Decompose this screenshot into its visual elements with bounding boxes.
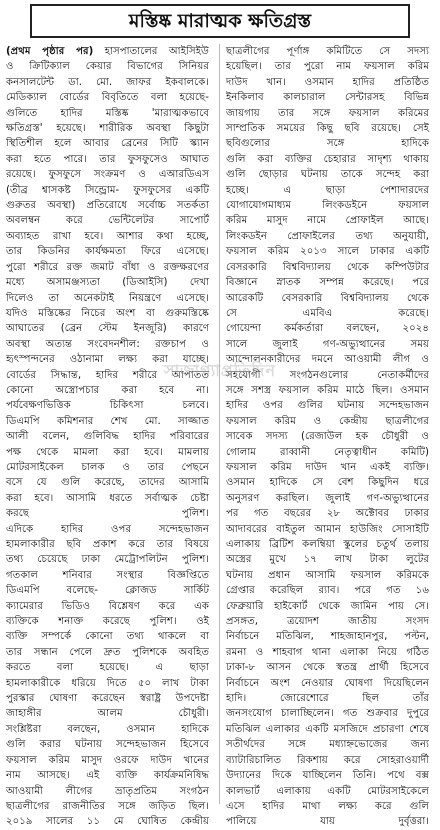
line-text: যদিও মস্তিষ্কের নিচের অংশ বা গুরুমস্তিষ্কে — [6, 307, 209, 319]
text-line — [6, 337, 209, 352]
text-line — [6, 814, 209, 829]
line-text: হামলাকারীর ছবি প্রকাশ করে তার বিষয়ে — [6, 539, 209, 550]
text-line — [226, 352, 429, 367]
text-line — [226, 414, 429, 429]
text-line — [6, 229, 209, 244]
text-line — [226, 337, 429, 352]
text-line — [6, 691, 209, 706]
line-text: পালিয়ে যায় দুর্বৃত্তরা। — [226, 816, 429, 828]
line-text: সে এমবিএ করেছে। — [226, 307, 429, 319]
line-text: জায়গায় তার সঙ্গে ফয়সাল করিমের — [226, 107, 429, 119]
line-text: রমনা ও শাহবাগ থানা এলাকা নিয়ে গঠিত — [226, 646, 429, 658]
text-line — [226, 383, 429, 398]
line-text: করা হবে। আসামি ধরতে সর্বাত্মক চেষ্টা — [6, 492, 209, 504]
text-line — [6, 753, 209, 768]
text-line — [6, 121, 209, 136]
text-line — [226, 291, 429, 306]
line-text: গ্রেপ্তার করেছিল র‍্যাব। পরে গত ১৬ — [226, 585, 429, 597]
line-text: ছাত্রলীগের পূর্ণাঙ্গ কমিটিতে সে সদস্য — [226, 46, 429, 57]
text-line — [6, 213, 209, 228]
text-line — [226, 183, 429, 198]
line-text: বসে যে গুলি করেছে, তাদের আসামি — [6, 477, 209, 489]
line-text: পর গত বছরের ২৮ অক্টোবর ঢাকার — [226, 508, 429, 520]
text-line — [226, 737, 429, 752]
text-line — [226, 691, 429, 706]
text-line — [226, 198, 429, 213]
text-line — [6, 352, 209, 367]
line-text: তার সন্ধান পেলে দ্রুত পুলিশকে অবহিত — [6, 646, 209, 658]
line-text: ফয়সাল করিম মাসুদ ওরফে দাউদ খানের — [6, 754, 209, 766]
line-text: গোয়েন্দা কর্মকর্তারা বলছেন, ২০২৪ — [226, 323, 429, 335]
line-text: অবলম্বন করে ভেন্টিলেটর সাপোর্ট — [6, 215, 209, 227]
text-line — [6, 59, 209, 74]
line-text: জাহাঙ্গীর আলম চৌধুরী। — [6, 708, 209, 720]
line-text: কোনো অস্ত্রোপচার করা হবে না। — [6, 384, 209, 396]
line-text: গুলিতে হাদির মস্তিষ্ক 'মারাত্মকভাবে — [6, 107, 209, 119]
line-text: ছবিগুলোর সঙ্গে হাদিকে — [226, 138, 429, 150]
line-text: করিম মাসুদ নামে প্রোফাইল আছে। — [226, 215, 429, 227]
line-text: মোটরসাইকেল চালক ও তার পেছনে — [6, 461, 209, 473]
line-text: পক্ষ থেকে মামলা করা হবে। মামলায় — [6, 446, 209, 458]
line-text: ক্যামেরার ভিডিও বিশ্লেষণ করে এক — [6, 600, 209, 612]
line-text: ফয়সাল করিম ও কেন্দ্রীয় ছাত্রলীগের — [226, 415, 429, 427]
text-line — [226, 552, 429, 567]
line-text: পুরস্কার ঘোষণা করেছেন স্বরাষ্ট্র উপদেষ্টা — [6, 693, 209, 705]
text-line — [6, 106, 209, 121]
line-text: রয়েছে। ফুসফুসে সংক্রমণ ও এআরডিএস — [6, 169, 209, 181]
line-text: বোর্ডের সিদ্ধান্ত, হাদির শরীরে আপাতত — [6, 369, 209, 381]
line-text: জনসংযোগ চালাচ্ছিলেন। গত শুক্রবার দুপুরে — [226, 708, 429, 720]
text-line — [226, 368, 429, 383]
line-text: হাসপাতালের আইসিইউ — [93, 46, 209, 57]
text-line — [226, 167, 429, 182]
line-text: করতে বলা হয়েছে। এ ছাড়া — [6, 662, 209, 674]
line-text: ঘটনায় প্রধান আসামি ফয়সাল করিমকে — [226, 569, 429, 581]
line-text: ছাত্রলীগের রাজনীতির সঙ্গে জড়িত ছিল। — [6, 800, 209, 812]
line-text: হৃৎস্পন্দনের ওঠানামা লক্ষ্য করা যাচ্ছে। — [6, 354, 209, 366]
text-line — [6, 75, 209, 90]
text-line — [6, 537, 209, 552]
line-text: গুলি ছোড়ার ঘটনায় তাকে সন্দেহ করা — [226, 169, 429, 181]
column-divider — [219, 44, 220, 804]
text-line — [6, 568, 209, 583]
line-text: ২০১৯ সালের ১১ মে ঘোষিত কেন্দ্রীয় — [6, 816, 209, 828]
text-line — [226, 583, 429, 598]
text-line — [226, 445, 429, 460]
line-text: নির্বাচনে মতিঝিল, শাহজাহানপুর, পল্টন, — [226, 631, 429, 643]
text-line — [226, 799, 429, 814]
text-line — [6, 629, 209, 644]
line-text: সহযোগী সংগঠনগুলোর নেতাকর্মীদের — [226, 369, 429, 381]
line-text: অব্যাহত রাখা হবে। আশার কথা হচ্ছে, — [6, 230, 209, 242]
text-line — [6, 784, 209, 799]
text-line — [226, 429, 429, 444]
line-text: করছে পুলিশ। — [6, 508, 209, 520]
line-text: ইনকিলাব কালচারাল সেন্টারসহ বিভিন্ন — [226, 92, 429, 104]
text-line — [6, 552, 209, 567]
text-line — [6, 44, 209, 59]
text-line — [226, 460, 429, 475]
line-text: কালভার্ট এলাকায় একটি মোটরসাইকেলে — [226, 785, 429, 797]
line-text: গতকাল শনিবার সংস্থার বিজ্ঞপ্তিতে — [6, 569, 209, 581]
text-line — [226, 814, 429, 829]
line-text: আরেকটি বেসরকারি বিশ্ববিদ্যালয় থেকে — [226, 292, 429, 304]
line-text: উদ্যানের দিকে যাচ্ছিলেন তিনি। পথে বক্স — [226, 770, 429, 782]
text-line — [226, 321, 429, 336]
article-column-left — [6, 44, 209, 828]
line-text: হামলাকারীকে ধরিয়ে দিতে ৫০ লাখ টাকা — [6, 677, 209, 689]
line-text: গোলাম রাব্বানী নেতৃত্বাধীন কমিটি) — [226, 446, 429, 458]
line-text: নির্বাচনে অংশ নেওয়ার ঘোষণা দিয়েছিলেন — [226, 677, 429, 689]
text-line — [6, 445, 209, 460]
text-line — [6, 475, 209, 490]
line-text: আদাবরের বাইতুল আমান হাউজিং সোসাইটি — [226, 523, 429, 535]
line-text: এসে হাদির মাথা লক্ষ্য করে গুলি — [226, 800, 429, 812]
text-line — [226, 568, 429, 583]
text-line — [226, 753, 429, 768]
line-text: হাদির ওপর গুলির ঘটনায় সন্দেহভাজন — [226, 400, 429, 412]
text-line — [226, 599, 429, 614]
line-text: তথ্য চেয়েছে ঢাকা মেট্রোপলিটন পুলিশ। — [6, 554, 209, 566]
text-line — [6, 383, 209, 398]
text-line — [226, 152, 429, 167]
text-line — [226, 722, 429, 737]
line-text: হচ্ছে। এ ছাড়া পেশাদারদের — [226, 184, 429, 196]
text-line — [6, 90, 209, 105]
text-line — [6, 368, 209, 383]
text-line — [226, 244, 429, 259]
text-line — [6, 429, 209, 444]
text-line — [226, 44, 429, 59]
line-text: মেডিক্যাল বোর্ডের বিবৃতিতে বলা হয়েছে- — [6, 92, 209, 104]
line-text: অস্ত্রের মুখে ১৭ লাখ টাকা লুটের — [226, 554, 429, 566]
text-line — [226, 506, 429, 521]
line-text: পুরো শরীরে রক্ত জমাট বাঁধা ও রক্তক্ষরণের — [6, 261, 209, 273]
line-text: ফয়সাল করিম দাউদ খান একই ব্যক্তি। — [226, 461, 429, 473]
text-line — [6, 645, 209, 660]
text-line — [6, 799, 209, 814]
text-line — [226, 59, 429, 74]
line-text: এদিকে হাদির ওপর সন্দেহভাজন — [6, 523, 209, 535]
text-line — [226, 706, 429, 721]
line-text: আওয়ামী লীগের ভ্রাতৃপ্রতিম সংগঠন — [6, 785, 209, 797]
line-text: সঙ্গে সশস্ত্র ফয়সাল করিম মাঠে ছিল। ওসমান — [226, 384, 429, 396]
text-line — [6, 398, 209, 413]
text-line — [6, 583, 209, 598]
text-line — [226, 676, 429, 691]
line-text: সাবেক সদস্য (রেজাউল হক চৌধুরী ও — [226, 431, 429, 443]
text-line — [226, 136, 429, 151]
text-line — [6, 676, 209, 691]
text-line — [6, 768, 209, 783]
line-text: সংশ্লিষ্টরা বলছেন, ওসমান হাদিকে — [6, 723, 209, 735]
line-text: তার কিডনির কার্যক্ষমতা ফিরে এসেছে। — [6, 246, 209, 258]
headline: মস্তিষ্ক মারাত্মক ক্ষতিগ্রস্ত — [128, 10, 312, 32]
line-text: ব্যাটারিচালিত রিকশায় করে সোহরাওয়ার্দী — [226, 754, 429, 766]
line-text: প্রসঙ্গত, ত্রয়োদশ জাতীয় সংসদ — [226, 616, 429, 628]
text-line — [6, 737, 209, 752]
line-text: সাম্প্রতিক সময়ের কিছু ছবি রয়েছে। সেই — [226, 123, 429, 135]
text-line — [226, 660, 429, 675]
text-line — [226, 90, 429, 105]
text-line — [226, 229, 429, 244]
line-text: বেসরকারি বিশ্ববিদ্যালয় থেকে কম্পিউটার — [226, 261, 429, 273]
line-text: গুলি করা ব্যক্তির চেহারার সাদৃশ্য থাকায় — [226, 153, 429, 165]
headline-box — [30, 4, 410, 38]
line-text: ব্যক্তি সম্পর্কে কোনো তথ্য থাকলে বা — [6, 631, 209, 643]
line-text: অনুসরণ করছিল। জুলাই গণ-অভ্যুত্থানের — [226, 492, 429, 504]
text-line — [226, 121, 429, 136]
line-text: মতিঝিল এলাকার একটি মসজিদে প্রচারণা শেষে — [226, 723, 429, 735]
line-text: দিলেও তা অনেকটাই নিয়ন্ত্রণে এসেছে। — [6, 292, 209, 304]
text-line — [6, 306, 209, 321]
text-line — [226, 614, 429, 629]
text-line — [6, 522, 209, 537]
line-text: যোগাযোগমাধ্যম লিংকডইনে ফয়সাল — [226, 200, 429, 212]
text-line — [6, 136, 209, 151]
text-line — [6, 275, 209, 290]
line-text: ক্ষতিগ্রস্ত' হয়েছে। শারীরিক অবস্থা কিছুটা — [6, 123, 209, 135]
text-line — [6, 260, 209, 275]
text-line — [6, 198, 209, 213]
text-line — [6, 706, 209, 721]
line-text: আন্দোলনকারীদের দমনে আওয়ামী লীগ ও — [226, 354, 429, 366]
text-line — [226, 213, 429, 228]
line-text: হাদি। জোরেশোরে ছিল তাঁর — [226, 693, 429, 705]
text-line — [226, 306, 429, 321]
text-line — [226, 784, 429, 799]
text-line — [226, 522, 429, 537]
text-line — [226, 645, 429, 660]
text-line — [6, 599, 209, 614]
text-line — [226, 629, 429, 644]
text-line — [226, 106, 429, 121]
line-text: আলী বলেন, গুলিবিদ্ধ হাদির পরিবারের — [6, 431, 209, 443]
line-text: গুলি করার ঘটনায় সন্দেহভাজন হিসেবে — [6, 739, 209, 751]
line-text: ফেব্রুয়ারি হাইকোর্ট থেকে জামিন পায় সে। — [226, 600, 429, 612]
article-column-right — [226, 44, 429, 828]
line-text: ওসমান হাদিকে সে বেশ কিছুদিন ধরে — [226, 477, 429, 489]
text-line — [6, 614, 209, 629]
text-line — [226, 537, 429, 552]
line-text: গুরুতর অবস্থা) প্রতিরোধে সর্বোচ্চ সতর্কতা — [6, 200, 209, 212]
line-text: (তীব্র শ্বাসকষ্ট সিন্ড্রোম- ফুসফুসের একটি — [6, 184, 209, 196]
line-text: দাউদ খান। ওসমান হাদির প্রতিষ্ঠিত — [226, 76, 429, 88]
text-line — [6, 183, 209, 198]
continuation-note: (প্রথম পৃষ্ঠার পর) — [6, 46, 94, 57]
text-line — [6, 491, 209, 506]
text-line — [6, 167, 209, 182]
line-text: ব্যক্তিকে শনাক্ত করেছে পুলিশ। ওই — [6, 616, 209, 628]
line-text: লিংকডইন প্রোফাইলের তথ্য অনুযায়ী, — [226, 230, 429, 242]
line-text: বিজ্ঞানে স্নাতক সম্পন্ন করেছে। পরে — [226, 277, 429, 289]
text-line — [6, 722, 209, 737]
text-line — [6, 321, 209, 336]
text-line — [6, 414, 209, 429]
text-line — [6, 152, 209, 167]
text-line — [226, 260, 429, 275]
line-text: ও ক্রিটিক্যাল কেয়ার বিভাগের সিনিয়র — [6, 61, 209, 73]
line-text: অবস্থা অত্যন্ত সংবেদনশীল: রক্তচাপ ও — [6, 338, 209, 350]
text-line — [6, 506, 209, 521]
text-line — [226, 768, 429, 783]
line-text: মধ্যে অসামঞ্জস্যতা (ডিআইসি) দেখা — [6, 277, 209, 289]
text-line — [6, 460, 209, 475]
line-text: ফয়সাল করিম ২০১৩ সালে ঢাকার একটি — [226, 246, 429, 258]
text-line — [226, 275, 429, 290]
line-text: হয়েছিল। তার পুরো নাম ফয়সাল করিম — [226, 61, 429, 73]
text-line — [6, 244, 209, 259]
line-text: স্থিতিশীল হলে আবার ব্রেনের সিটি স্ক্যান — [6, 138, 209, 150]
line-text: ঢাকা-৮ আসন থেকে স্বতন্ত্র প্রার্থী হিসেবে — [226, 662, 429, 674]
text-line — [226, 398, 429, 413]
line-text: সালে জুলাই গণ-অভ্যুত্থানের সময় — [226, 338, 429, 350]
line-text: আঘাতের (ব্রেন স্টেম ইনজুরি) কারণে — [6, 323, 209, 335]
line-text: নাম আসছে। এই ব্যক্তি কার্যক্রমনিষিদ্ধ — [6, 770, 209, 782]
text-line — [226, 491, 429, 506]
line-text: এলাকায় ব্রিটিশ কলম্বিয়া স্কুলের চতুর্থ তলায় — [226, 539, 429, 550]
watermark: সাজাগ্যাপ্রতিদিন — [164, 361, 276, 380]
text-line — [226, 75, 429, 90]
text-line — [6, 660, 209, 675]
line-text: সতীর্থদের সঙ্গে মধ্যাহ্নভোজের জন্য — [226, 739, 429, 751]
line-text: ডিএমপি বলেছে- ক্লোজড সার্কিট — [6, 585, 209, 597]
line-text: ডিএমপি কমিশনার শেখ মো. সাজ্জাত — [6, 415, 209, 427]
line-text: পর্যবেক্ষণভিত্তিক চিকিৎসা চলবে। — [6, 400, 209, 412]
line-text: করা হতে পারে। তার ফুসফুসেও আঘাত — [6, 153, 209, 165]
text-line — [6, 291, 209, 306]
text-line — [226, 475, 429, 490]
line-text: কনসালটেন্ট ডা. মো. জাফর ইকবালকে। — [6, 76, 209, 88]
